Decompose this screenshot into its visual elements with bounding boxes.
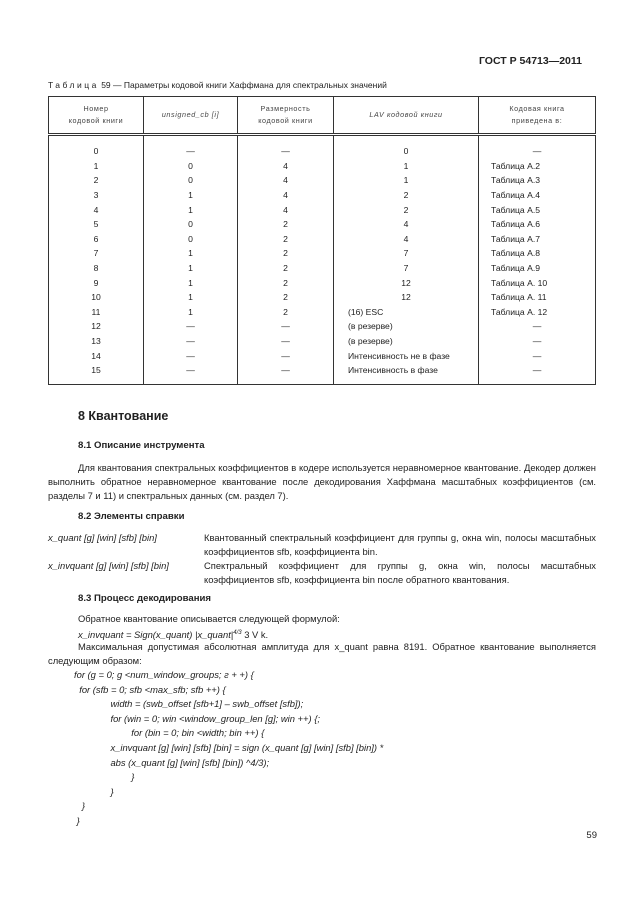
table-cell: 2 [238, 305, 334, 320]
table-cell: 0 [49, 135, 144, 159]
table-row [49, 246, 596, 261]
table-cell: 2 [334, 188, 479, 203]
table-row [49, 173, 596, 188]
table-cell: 12 [334, 290, 479, 305]
table-cell: 1 [49, 159, 144, 174]
caption-label: Таблица [48, 80, 99, 90]
standard-header: ГОСТ Р 54713—2011 [478, 55, 582, 67]
table-row [49, 188, 596, 203]
table-row [49, 135, 596, 159]
table-row [49, 217, 596, 232]
table-cell: 4 [238, 173, 334, 188]
code-line: for (sfb = 0; sfb <max_sfb; sfb ++) { [74, 683, 226, 695]
table-cell: — [238, 135, 334, 159]
table-row [49, 348, 596, 363]
formula-main: x_invquant = Sign(x_quant) |x_quant| [78, 629, 234, 641]
table-cell: 0 [144, 159, 238, 174]
table-cell: 8 [49, 261, 144, 276]
table-row [49, 159, 596, 174]
table-row [49, 363, 596, 384]
table-cell: 2 [238, 261, 334, 276]
code-line: } [74, 814, 80, 826]
table-cell: 0 [334, 135, 479, 159]
header-line: приведена в: [511, 116, 563, 125]
table-cell: — [144, 319, 238, 334]
table-row [49, 261, 596, 276]
column-header [238, 97, 334, 135]
table-cell: Таблица А. 10 [479, 275, 596, 290]
table-cell: 7 [334, 261, 479, 276]
table-cell: 2 [49, 173, 144, 188]
column-header [49, 97, 144, 135]
code-line: } [74, 800, 85, 812]
table-cell: 14 [49, 348, 144, 363]
table-cell: — [144, 135, 238, 159]
header-line: unsigned_cb [i] [161, 110, 220, 119]
table-cell: 1 [334, 173, 479, 188]
header-line: кодовой книги [258, 116, 313, 125]
table-cell: Таблица А.8 [479, 246, 596, 261]
table-cell: (16) ESC [334, 305, 479, 320]
table-cell: — [238, 348, 334, 363]
table-cell: — [144, 363, 238, 384]
table-row [49, 202, 596, 217]
table-cell: Таблица А.3 [479, 173, 596, 188]
table-cell: (в резерве) [334, 334, 479, 349]
table-cell: 0 [144, 173, 238, 188]
code-line: } [74, 785, 114, 797]
definition-item [48, 559, 596, 587]
header-line: кодовой книги [68, 116, 124, 125]
code-line: for (win = 0; win <window_group_len [g]; win ++) {; [74, 712, 320, 724]
table-cell: 2 [238, 232, 334, 247]
subsection-heading-8-3: 8.3 Процесс декодирования [78, 593, 212, 604]
definition-desc: Спектральный коэффициент для группы g, окна win, полосы масштабных коэффициентов sfb, коэффициента bin после обратного квантования. [204, 560, 596, 585]
table-cell: 1 [334, 159, 479, 174]
table-cell: 4 [238, 159, 334, 174]
table-cell: 0 [144, 232, 238, 247]
table-cell: Таблица А. 12 [479, 305, 596, 320]
table-caption [48, 80, 387, 90]
table-cell: 2 [334, 202, 479, 217]
table-row [49, 305, 596, 320]
code-line: x_invquant [g] [win] [sfb] [bin] = sign (x_quant [g] [win] [sfb] [bin]) * [74, 741, 384, 753]
table-cell: 12 [49, 319, 144, 334]
table-cell: — [479, 135, 596, 159]
table-cell: — [479, 319, 596, 334]
table-cell: Таблица А.4 [479, 188, 596, 203]
table-cell: 5 [49, 217, 144, 232]
code-line: width = (swb_offset [sfb+1] – swb_offset [sfb]); [74, 698, 304, 710]
table-cell: 0 [144, 217, 238, 232]
table-cell: 2 [238, 246, 334, 261]
codebook-table [48, 96, 596, 385]
table-row [49, 232, 596, 247]
table-row [49, 275, 596, 290]
formula-exponent: 4/3 [233, 630, 242, 636]
table-cell: 13 [49, 334, 144, 349]
table-cell: 10 [49, 290, 144, 305]
subsection-heading-8-2: 8.2 Элементы справки [78, 511, 185, 522]
table-cell: Таблица А.2 [479, 159, 596, 174]
table-cell: Таблица А.5 [479, 202, 596, 217]
table-cell: — [238, 363, 334, 384]
caption-text: 59 — Параметры кодовой книги Хаффмана для спектральных значений [98, 80, 387, 90]
column-header [144, 97, 238, 135]
header-line: LAV кодовой книги [369, 110, 443, 119]
definition-item [48, 531, 596, 559]
table-cell: 7 [49, 246, 144, 261]
table-cell: 6 [49, 232, 144, 247]
definition-desc: Квантованный спектральный коэффициент для группы g, окна win, полосы масштабных коэффициентов sfb, коэффициента bin. [204, 532, 596, 557]
table-cell: Таблица А.7 [479, 232, 596, 247]
table-cell: 1 [144, 275, 238, 290]
table-cell: 15 [49, 363, 144, 384]
formula-end: 3 V k. [241, 629, 269, 641]
table-cell: — [144, 348, 238, 363]
subsection-heading-8-1: 8.1 Описание инструмента [78, 440, 205, 451]
table-cell: (в резерве) [334, 319, 479, 334]
table-cell: — [479, 348, 596, 363]
table-cell: 2 [238, 290, 334, 305]
table-cell: 9 [49, 275, 144, 290]
table-cell: 1 [144, 261, 238, 276]
table-cell: 4 [49, 202, 144, 217]
table-row [49, 334, 596, 349]
column-header [479, 97, 596, 135]
table-cell: 1 [144, 188, 238, 203]
table-cell: 2 [238, 275, 334, 290]
page-number: 59 [586, 830, 597, 841]
definition-term: x_invquant [g] [win] [sfb] [bin] [48, 560, 169, 571]
table-cell: Интенсивность не в фазе [334, 348, 479, 363]
table-cell: 1 [144, 202, 238, 217]
header-line: Номер [83, 104, 109, 113]
table-cell: 1 [144, 246, 238, 261]
paragraph-8-1: Для квантования спектральных коэффициентов в кодере используется неравномерное квантование. Декодер должен выполнить обратное неравномерное квантование после декодирования Хаффмана масштабных коэффициентов (см. разделы 7 и 11) и спектральных данных (см. раздел 7). [48, 462, 596, 501]
table-cell: 3 [49, 188, 144, 203]
table-row [49, 290, 596, 305]
table-cell: 4 [334, 217, 479, 232]
table-cell: 4 [238, 188, 334, 203]
table-cell: — [238, 334, 334, 349]
paragraph-intro: Обратное квантование описывается следующей формулой: [78, 613, 340, 624]
code-line: for (g = 0; g <num_window_groups; г + +) { [74, 669, 254, 680]
code-line: abs (x_quant [g] [win] [sfb] [bin]) ^4/3); [74, 756, 270, 768]
definition-term: x_quant [g] [win] [sfb] [bin] [48, 532, 157, 543]
table-cell: 11 [49, 305, 144, 320]
table-cell: 1 [144, 290, 238, 305]
table-cell: 7 [334, 246, 479, 261]
table-cell: Таблица А.6 [479, 217, 596, 232]
table-cell: — [144, 334, 238, 349]
table-cell: — [238, 319, 334, 334]
header-line: Кодовая книга [509, 104, 565, 113]
table-cell: 4 [238, 202, 334, 217]
table-cell: 1 [144, 305, 238, 320]
table-cell: Таблица А.9 [479, 261, 596, 276]
section-heading: 8 Квантование [78, 409, 169, 423]
column-header [334, 97, 479, 135]
table-cell: Интенсивность в фазе [334, 363, 479, 384]
table-cell: 4 [334, 232, 479, 247]
code-line: for (bin = 0; bin <width; bin ++) { [74, 727, 265, 739]
table-cell: 2 [238, 217, 334, 232]
table-cell: 12 [334, 275, 479, 290]
table-cell: Таблица А. 11 [479, 290, 596, 305]
paragraph-8-3: Максимальная допустимая абсолютная амплитуда для x_quant равна 8191. Обратное квантование выполняется следующим образом: [48, 641, 596, 666]
table-row [49, 319, 596, 334]
header-line: Размерность [260, 104, 311, 113]
code-line: } [74, 771, 135, 783]
code-block [74, 668, 383, 829]
table-cell: — [479, 334, 596, 349]
table-cell: — [479, 363, 596, 384]
